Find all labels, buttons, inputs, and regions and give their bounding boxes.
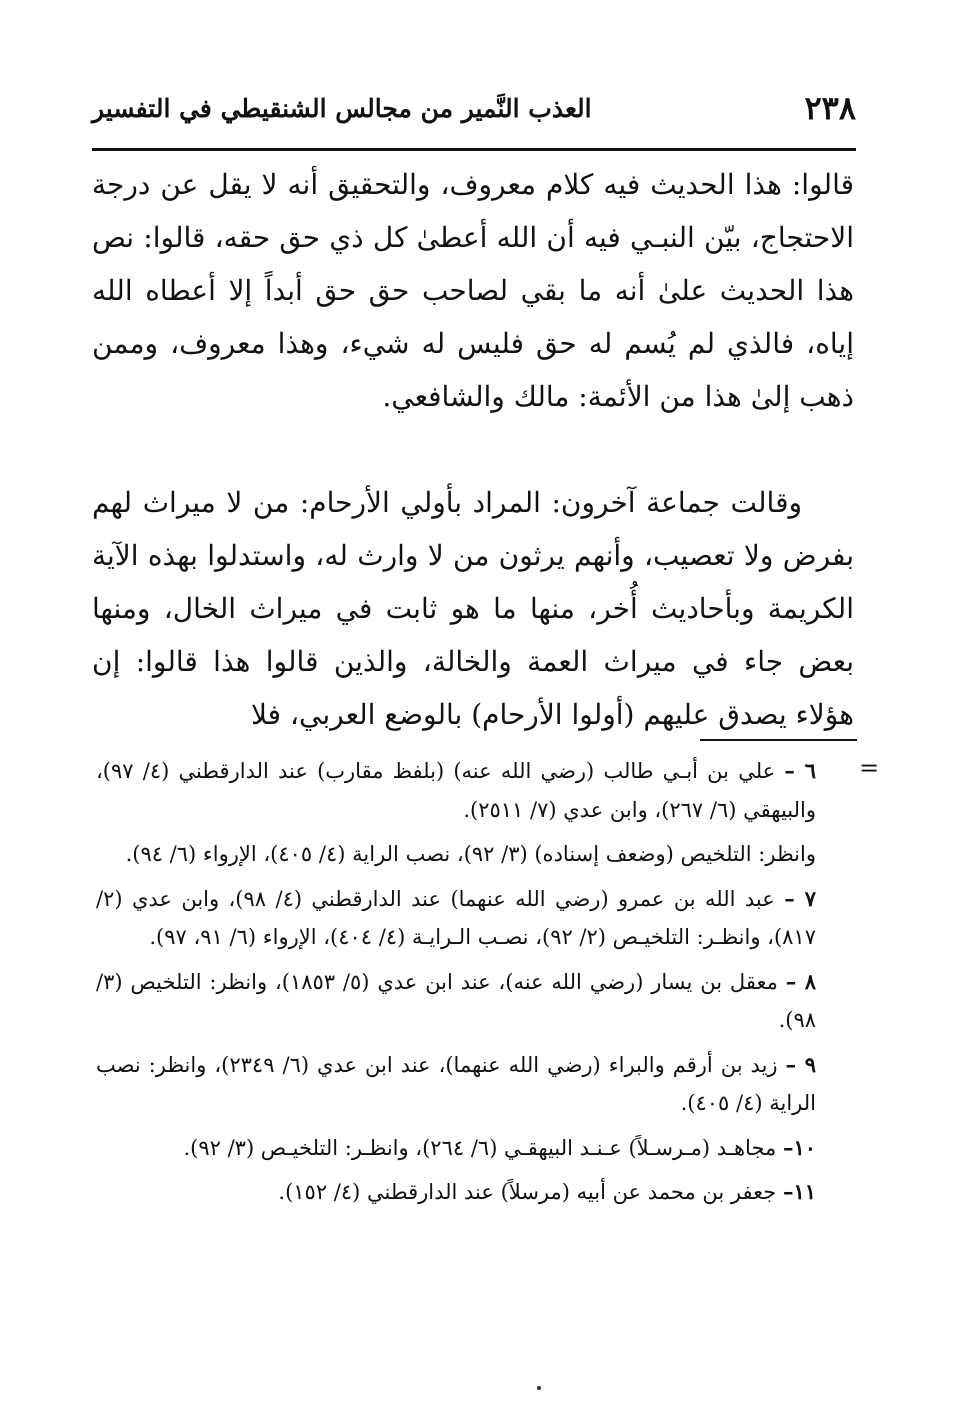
running-title: العذب النَّمير من مجالس الشنقيطي في التفسير <box>92 94 592 123</box>
footnote <box>96 752 816 829</box>
main-text <box>92 158 854 741</box>
footnote-text: زيد بن أرقم والبراء (رضي الله عنهما)، عند ابن عدي (٦/ ٢٣٤٩)، وانظر: نصب الراية (٤/ ٤٠٥). <box>96 1052 816 1115</box>
footnote-number: ١١– <box>782 1179 816 1204</box>
paragraph: وقالت جماعة آخرون: المراد بأولي الأرحام: من لا ميراث لهم بفرض ولا تعصيب، وأنهم يرثون من لا وارث له، واستدلوا بهذه الآية الكريمة وبأحاديث أُخر، منها ما هو ثابت في ميراث الخال، ومنها بعض جاء في ميراث العمة والخالة، والذين قالوا هذا قالوا: إن هؤلاء يصدق عليهم (أولوا الأرحام) بالوضع العربي، فلا <box>92 486 854 731</box>
footnote-number: ٧ – <box>784 885 816 911</box>
footnote-number: ٨ – <box>785 968 816 994</box>
footnote <box>96 1129 816 1168</box>
footnote-number: ١٠– <box>782 1134 816 1160</box>
footnote <box>96 1173 816 1212</box>
footnote-text: جعفر بن محمد عن أبيه (مرسلاً) عند الدارقطني (٤/ ١٥٢). <box>278 1180 777 1204</box>
footnote <box>96 880 816 957</box>
paragraph: قالوا: هذا الحديث فيه كلام معروف، والتحقيق أنه لا يقل عن درجة الاحتجاج، بيّن النبـي فيه أن الله أعطىٰ كل ذي حق حقه، قالوا: نص هذا الحديث علىٰ أنه ما بقي لصاحب حق حق أبداً إلا أعطاه الله إياه، فالذي لم يُسم له حق فليس له شيء، وهذا معروف، وممن ذهب إلىٰ هذا من الأئمة: مالك والشافعي. <box>92 168 854 413</box>
page-number: ٢٣٨ <box>804 89 856 127</box>
footnote-number: ٦ – <box>784 758 816 783</box>
footnote <box>96 963 816 1040</box>
footnotes <box>96 752 816 1218</box>
footnote-continuation-mark: = <box>858 754 880 782</box>
footnote-text: وانظر: التلخيص (وضعف إسناده) (٣/ ٩٢)، نصب الراية (٤/ ٤٠٥)، الإرواء (٦/ ٩٤). <box>125 842 816 866</box>
footnote-text: معقل بن يسار (رضي الله عنه)، عند ابن عدي (٥/ ١٨٥٣)، وانظر: التلخيص (٣/ ٩٨). <box>96 969 816 1032</box>
footnote-text: علي بن أبـي طالب (رضي الله عنه) (بلفظ مقارب) عند الدارقطني (٤/ ٩٧)، والبيهقي (٦/ ٢٦٧)، وابن عدي (٧/ ٢٥١١). <box>96 759 816 822</box>
footnote-separator <box>700 739 857 741</box>
footnote-text: مجاهـد (مـرسـلاً) عـنـد البيهقـي (٦/ ٢٦٤)، وانظـر: التلخيـص (٣/ ٩٢). <box>183 1135 777 1160</box>
header-rule <box>92 148 856 151</box>
footnote <box>96 1046 816 1123</box>
footnote-number: ٩ – <box>785 1051 816 1077</box>
footnote-text: عبد الله بن عمرو (رضي الله عنهما) عند الدارقطني (٤/ ٩٨)، وابن عدي (٢/ ٨١٧)، وانظـر: التلخيـص (٢/ ٩٢)، نصـب الـرايـة (٤/ ٤٠٤)، الإرواء (٦/ ٩١، ٩٧). <box>96 886 816 949</box>
print-speck <box>537 1386 541 1390</box>
footnote <box>96 835 816 874</box>
page-header <box>92 85 856 135</box>
